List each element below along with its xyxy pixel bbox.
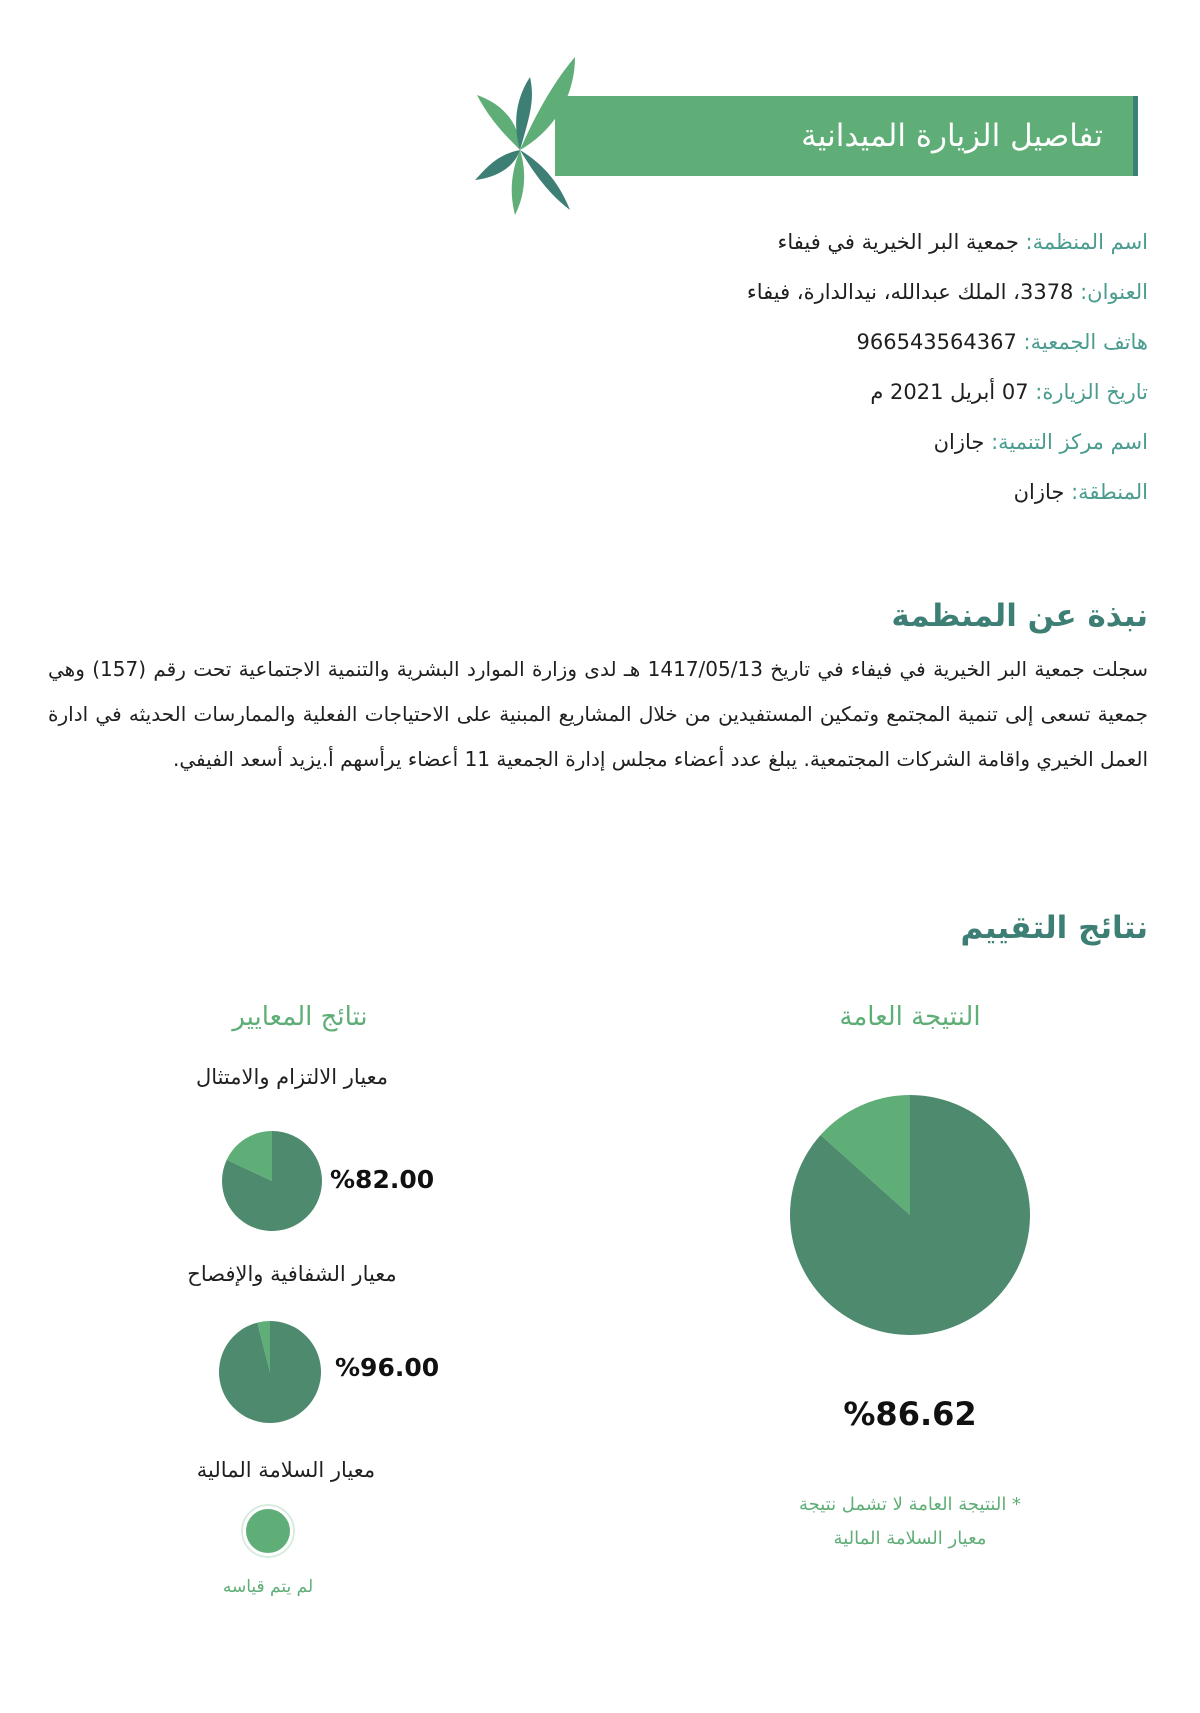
overall-percentage: %86.62 (843, 1395, 977, 1433)
info-phone: هاتف الجمعية: 966543564367 (856, 330, 1148, 354)
transparency-pie-slices (219, 1321, 321, 1423)
overall-note-line1: * النتيجة العامة لا تشمل نتيجة (798, 1494, 1022, 1515)
criterion-compliance-title: معيار الالتزام والامتثال (195, 1065, 389, 1089)
overall-note (740, 1488, 1080, 1556)
compliance-pie-chart (219, 1128, 325, 1234)
info-org-name: اسم المنظمة: جمعية البر الخيرية في فيفاء (777, 230, 1148, 254)
overall-note-line2: معيار السلامة المالية (833, 1528, 987, 1549)
info-dev-center: اسم مركز التنمية: جازان (933, 430, 1148, 454)
page-title: تفاصيل الزيارة الميدانية (801, 118, 1103, 154)
about-heading: نبذة عن المنظمة (891, 598, 1148, 634)
criteria-results-title: نتائج المعايير (232, 1002, 368, 1032)
overall-pie-slices (790, 1095, 1030, 1335)
overall-result-title: النتيجة العامة (839, 1002, 981, 1032)
about-paragraph: سجلت جمعية البر الخيرية في فيفاء في تاريخ 1417/05/13 هـ لدى وزارة الموارد البشرية والتنمية الاجتماعية تحت رقم (157) وهي جمعية تسعى إلى تنمية المجتمع وتمكين المستفيدين من خلال المشاريع المبنية على الاحتياجات الفعلية والممارسات الحديثه في ادارة العمل الخيري واقامة الشركات المجتمعية. يبلغ عدد أعضاء مجلس إدارة الجمعية 11 أعضاء يرأسهم أ.يزيد أسعد الفيفي. (48, 657, 1148, 771)
overall-pie-chart (785, 1090, 1035, 1340)
compliance-percentage: %82.00 (330, 1165, 435, 1194)
header-banner (555, 96, 1138, 176)
leaf-logo-icon (475, 55, 585, 220)
criterion-transparency-title: معيار الشفافية والإفصاح (187, 1262, 397, 1286)
compliance-pie-slices (222, 1131, 322, 1231)
info-address: العنوان: 3378، الملك عبدالله، نيدالدارة، فيفاء (746, 280, 1148, 304)
info-region: المنطقة: جازان (1013, 480, 1148, 504)
financial-safety-dot (246, 1509, 290, 1553)
transparency-percentage: %96.00 (335, 1353, 440, 1382)
info-visit-date: تاريخ الزيارة: 07 أبريل 2021 م (870, 380, 1148, 404)
transparency-pie-chart (216, 1318, 324, 1426)
results-heading: نتائج التقييم (960, 910, 1148, 946)
financial-safety-indicator (240, 1503, 296, 1559)
financial-safety-status: لم يتم قياسه (222, 1577, 314, 1597)
criterion-financial-safety-title: معيار السلامة المالية (196, 1458, 376, 1482)
